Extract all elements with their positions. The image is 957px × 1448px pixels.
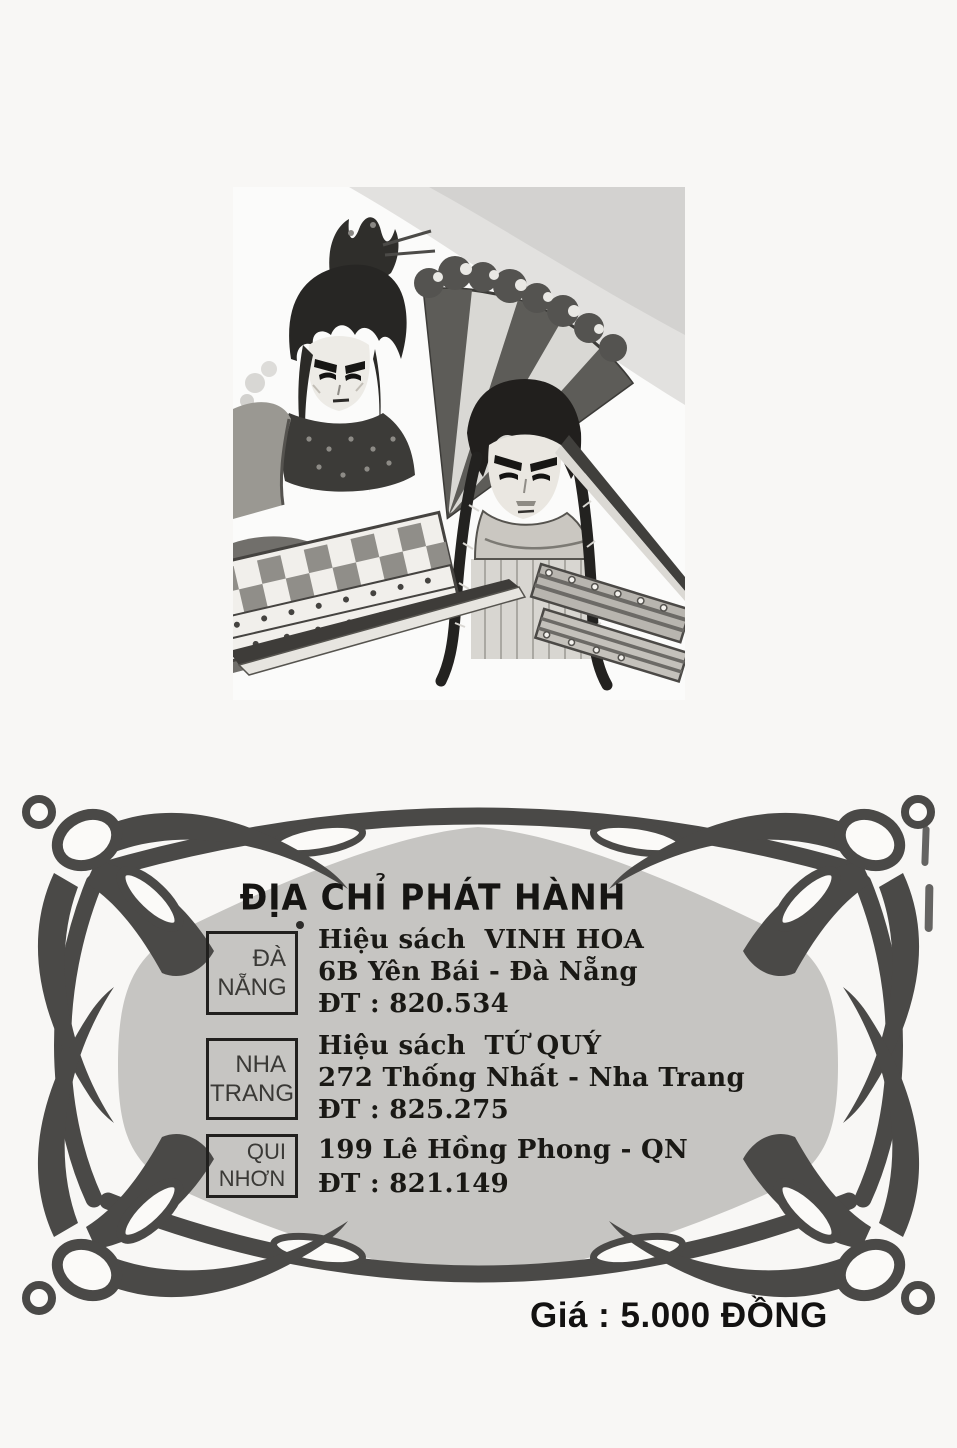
region-box-nha-trang: [206, 1038, 298, 1120]
region-label-line: NHA: [235, 1050, 286, 1078]
distribution-title: ĐỊA CHỈ PHÁT HÀNH: [239, 876, 627, 919]
region-label-line: QUI: [246, 1139, 286, 1165]
entry-phone-line: ĐT : 821.149: [318, 1169, 509, 1199]
region-label-line: NẴNG: [217, 974, 287, 1001]
region-label-line: NHƠN: [218, 1166, 286, 1191]
two-warriors-illustration: [233, 187, 685, 700]
entry-shop-line: Hiệu sách TỨ QUÝ: [318, 1031, 602, 1061]
entry-address-line: 272 Thống Nhất - Nha Trang: [318, 1063, 745, 1093]
entry-address-line: 199 Lê Hồng Phong - QN: [318, 1135, 689, 1165]
entry-address-line: 6B Yên Bái - Đà Nẵng: [318, 957, 638, 987]
price-label: Giá : 5.000 ĐỒNG: [530, 1296, 828, 1335]
scan-artifact: [921, 826, 929, 866]
region-label-line: ĐÀ: [252, 944, 286, 972]
entry-phone-line: ĐT : 820.534: [318, 989, 509, 1019]
region-label-line: TRANG: [210, 1080, 294, 1107]
region-box-da-nang: [206, 931, 298, 1015]
entry-phone-line: ĐT : 825.275: [318, 1095, 509, 1125]
scan-artifact: [925, 884, 934, 932]
entry-shop-line: Hiệu sách VINH HOA: [318, 925, 645, 955]
region-box-qui-nhon: [206, 1134, 298, 1198]
scan-artifact: [296, 921, 304, 929]
